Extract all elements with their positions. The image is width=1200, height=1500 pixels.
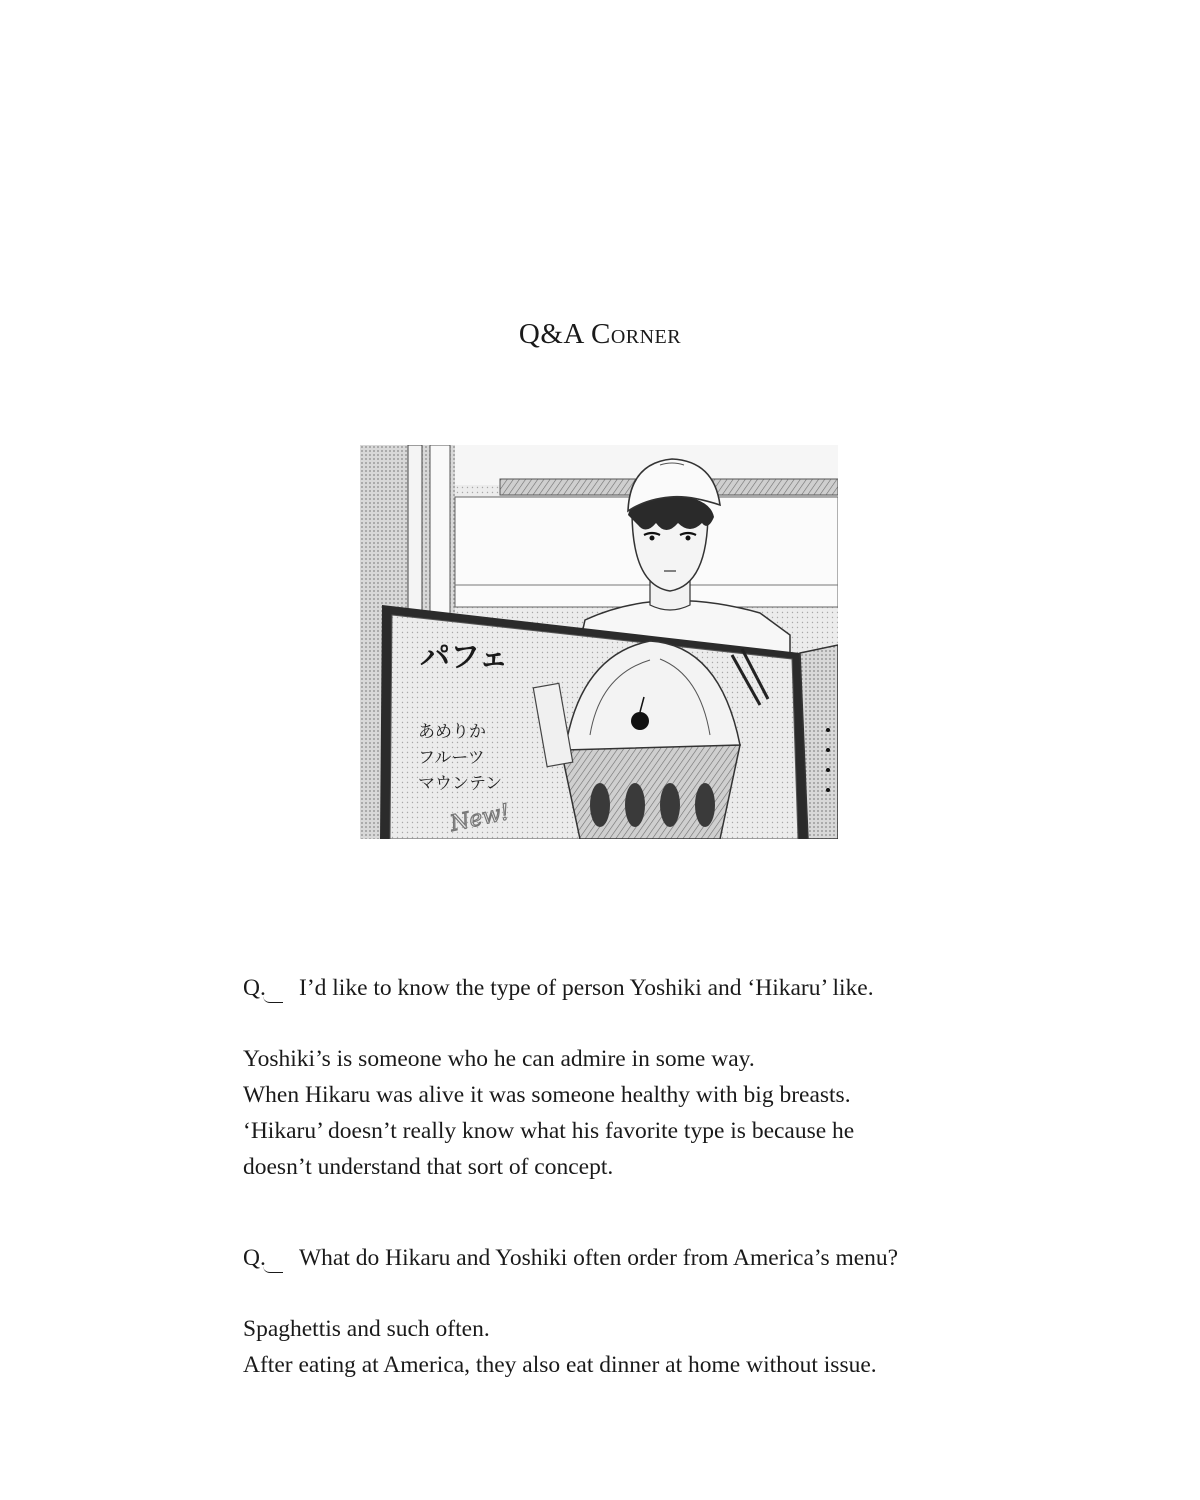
answer-block	[243, 1311, 1043, 1383]
answer-line: When Hikaru was alive it was someone healthy with big breasts.	[243, 1082, 851, 1108]
menu-item-line: マウンテン	[418, 774, 503, 794]
answer-line: doesn’t understand that sort of concept.	[243, 1154, 614, 1180]
question-marker: Q.	[243, 970, 299, 1006]
qa-entry	[243, 1240, 1043, 1383]
question-text: I’d like to know the type of person Yoshiki and ‘Hikaru’ like.	[299, 975, 874, 1001]
question-marker-flourish	[263, 996, 283, 1003]
qa-entry	[243, 970, 1043, 1185]
answer-line: ‘Hikaru’ doesn’t really know what his favorite type is because he	[243, 1118, 855, 1144]
manga-illustration	[360, 445, 838, 839]
answer-line: Yoshiki’s is someone who he can admire in some way.	[243, 1046, 755, 1072]
menu-item-line: あめりか	[418, 722, 486, 742]
question-text: What do Hikaru and Yoshiki often order from America’s menu?	[299, 1245, 899, 1271]
answer-line: Spaghettis and such often.	[243, 1316, 490, 1342]
question-marker-flourish	[263, 1266, 283, 1273]
question-row	[243, 1240, 1043, 1276]
menu-new-badge: New!	[448, 799, 512, 837]
question-row	[243, 970, 1043, 1006]
menu-heading-text: パフェ	[420, 640, 509, 675]
question-marker: Q.	[243, 1240, 299, 1276]
page-title: Q&A Corner	[518, 318, 682, 350]
answer-line: After eating at America, they also eat dinner at home without issue.	[243, 1352, 877, 1378]
menu-item-line: フルーツ	[418, 748, 485, 768]
answer-block	[243, 1041, 1043, 1185]
